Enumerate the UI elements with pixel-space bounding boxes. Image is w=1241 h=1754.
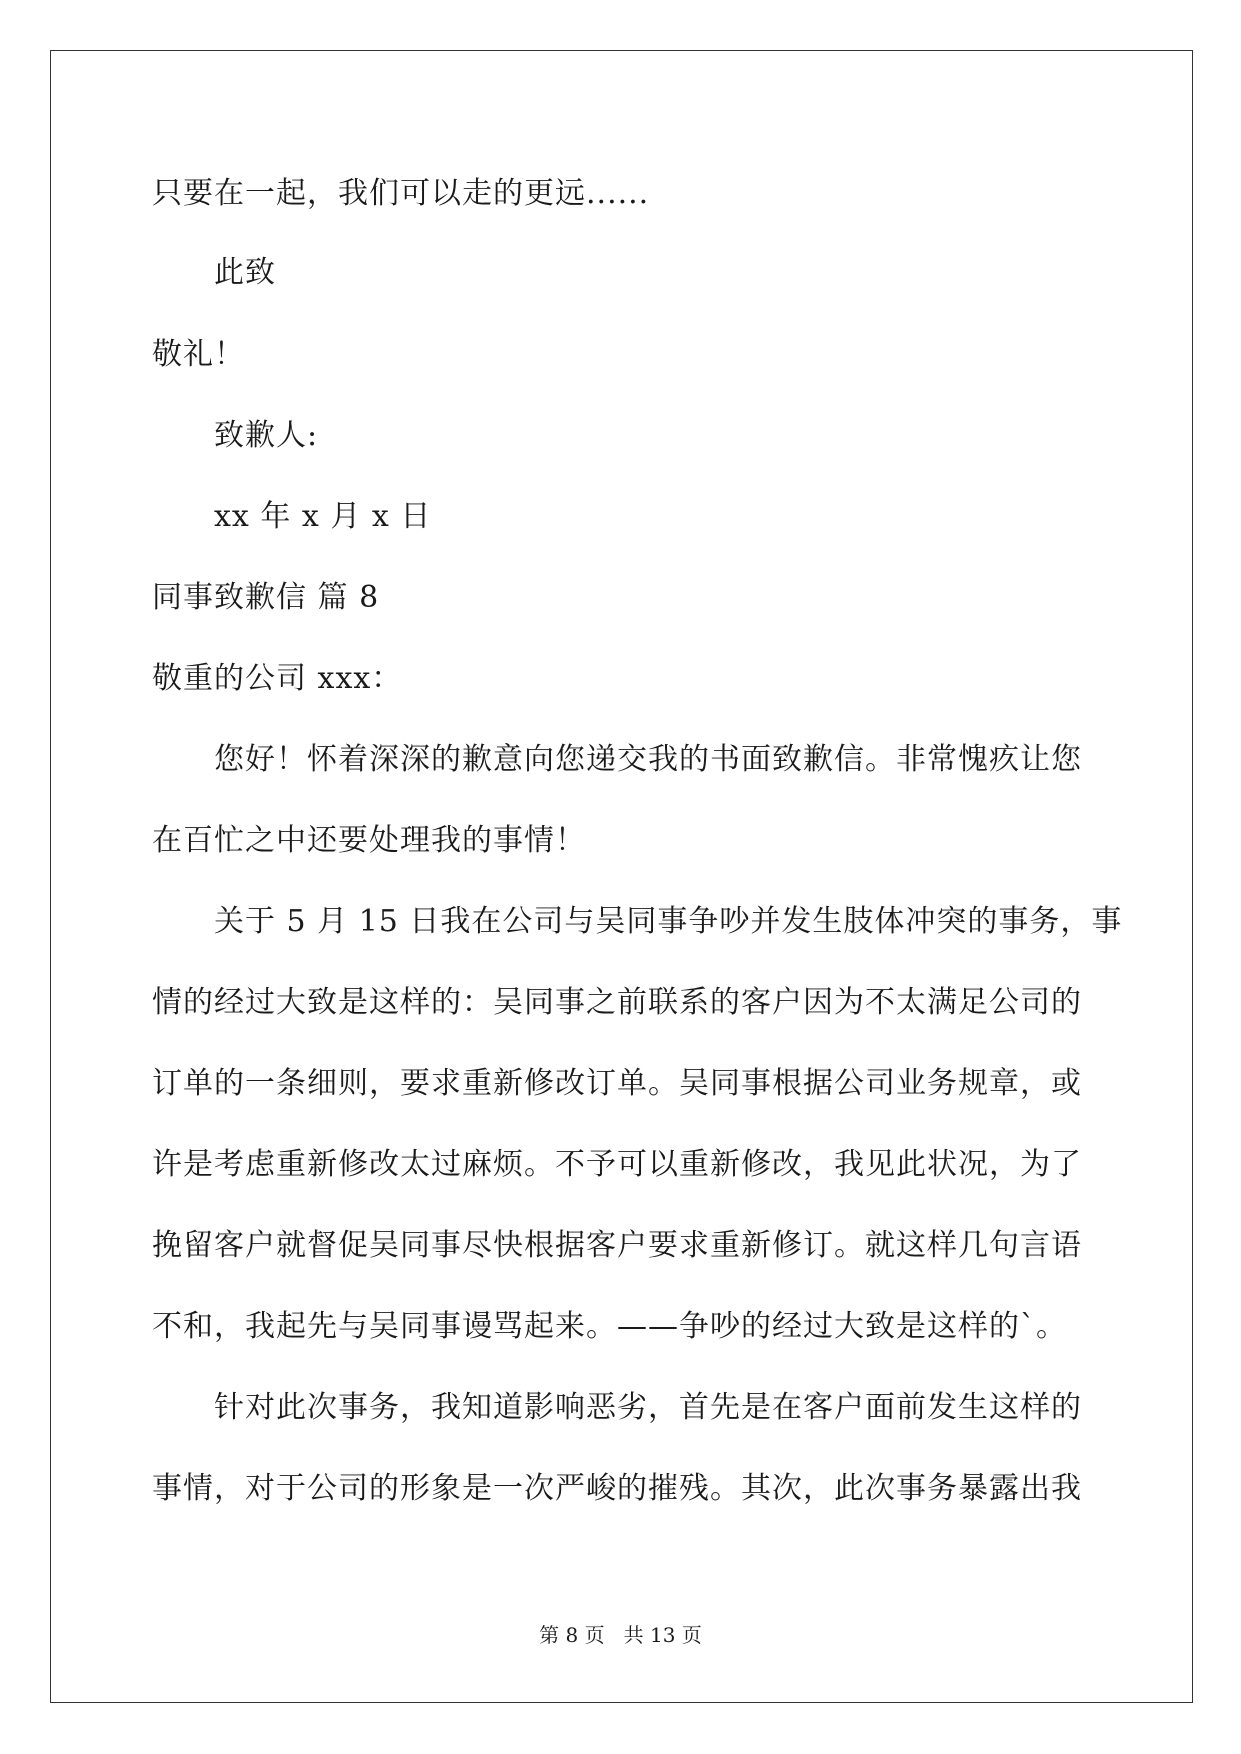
text-line-closing: 只要在一起，我们可以走的更远......	[152, 176, 650, 211]
paragraph-line: 事情，对于公司的形象是一次严峻的摧残。其次，此次事务暴露出我	[152, 1471, 1082, 1506]
paragraph-line: 情的经过大致是这样的：吴同事之前联系的客户因为不太满足公司的	[152, 985, 1082, 1020]
text-line-signer: 致歉人:	[214, 418, 319, 453]
text-line-date: xx 年 x 月 x 日	[214, 499, 432, 534]
text-line-greeting: 敬重的公司 xxx：	[152, 661, 403, 696]
page-number-footer: 第 8 页 共 13 页	[539, 1623, 702, 1647]
page-border	[50, 50, 1193, 1703]
section-heading: 同事致歉信 篇 8	[152, 580, 380, 615]
paragraph-line: 在百忙之中还要处理我的事情！	[152, 823, 586, 858]
paragraph-line: 许是考虑重新修改太过麻烦。不予可以重新修改，我见此状况，为了	[152, 1147, 1082, 1182]
paragraph-line: 针对此次事务，我知道影响恶劣，首先是在客户面前发生这样的	[214, 1390, 1082, 1425]
text-line-regards: 敬礼！	[152, 337, 245, 372]
paragraph-line: 挽留客户就督促吴同事尽快根据客户要求重新修订。就这样几句言语	[152, 1228, 1082, 1263]
paragraph-line: 不和，我起先与吴同事谩骂起来。——争吵的经过大致是这样的`。	[152, 1309, 1067, 1344]
text-line-salutation-close: 此致	[214, 255, 276, 290]
paragraph-line: 关于 5 月 15 日我在公司与吴同事争吵并发生肢体冲突的事务，事	[214, 904, 1123, 939]
paragraph-line: 订单的一条细则，要求重新修改订单。吴同事根据公司业务规章，或	[152, 1066, 1082, 1101]
paragraph-line: 您好！怀着深深的歉意向您递交我的书面致歉信。非常愧疚让您	[214, 742, 1082, 777]
